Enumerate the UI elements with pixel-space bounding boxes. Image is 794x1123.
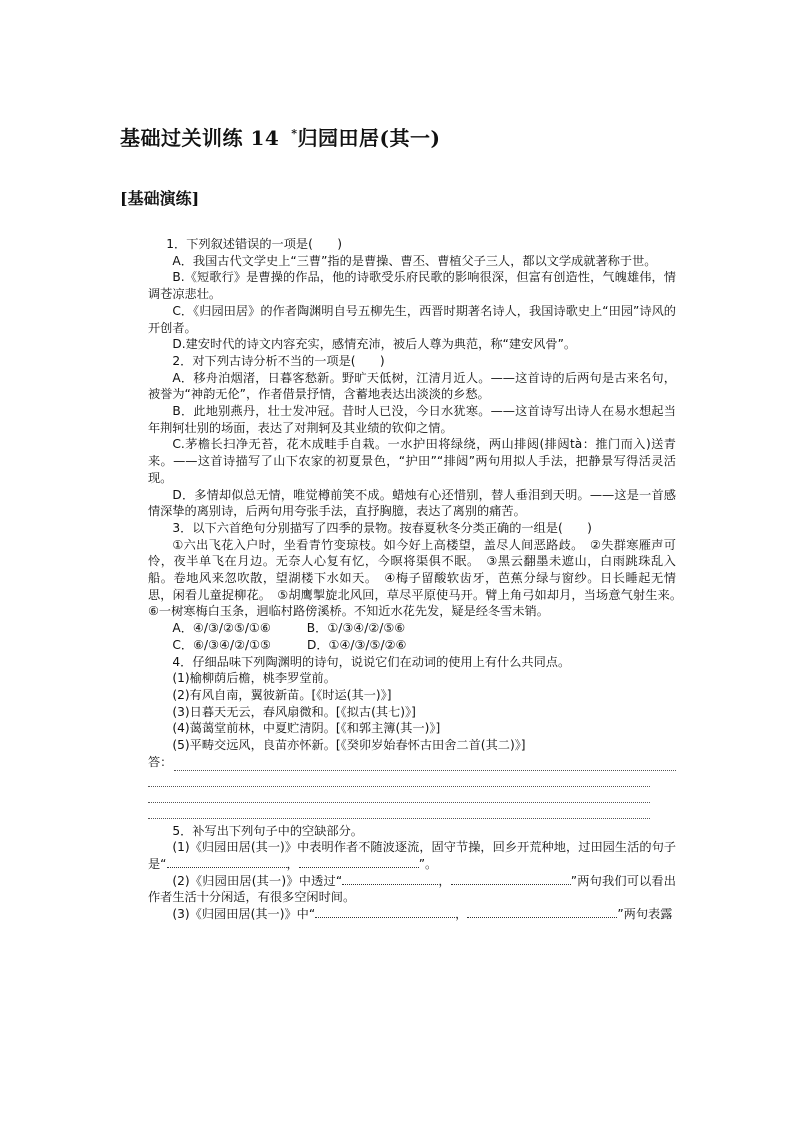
question-3-option-a: A．④/③/②⑤/①⑥: [172, 621, 271, 636]
question-4-line-4: (4)蔼蔼堂前林，中夏贮清阴。[《和郭主簿(其一)》]: [172, 721, 441, 736]
title-text: 基础过关训练 14: [120, 126, 280, 150]
sentence-2-end: ”两句我们可以看出作者生活十分闲适，有很多空闲时间。: [148, 873, 676, 905]
answer-line[interactable]: [148, 771, 650, 787]
sentence-3-end: ”两句表露: [617, 907, 673, 922]
blank-1b[interactable]: [299, 856, 419, 868]
question-1-option-c: C．《归园田居》的作者陶渊明自号五柳先生，西晋时期著名诗人，我国诗歌史上“田园”诗风的开创者。: [148, 303, 676, 335]
question-1-option-d: D.建安时代的诗文内容充实，感情充沛，被后人尊为典范，称“建安风骨”。: [172, 337, 577, 352]
question-2-option-a: A．移舟泊烟渚，日暮客愁新。野旷天低树，江清月近人。——这首诗的后两句是古来名句，被誉为“神韵无伦”，作者借景抒情，含蓄地表达出淡淡的乡愁。: [148, 370, 676, 402]
blank-2b[interactable]: [451, 873, 571, 885]
question-3-options-row-2: [148, 637, 676, 654]
question-1-stem: 1．下列叙述错误的一项是( ): [166, 237, 342, 251]
question-5-sentence-2: [148, 873, 676, 906]
page-title: [120, 122, 441, 151]
question-4-line-2: (2)有风自南，翼彼新苗。[《时运(其一)》]: [172, 687, 392, 702]
question-4-stem: 4．仔细品味下列陶渊明的诗句，说说它们在动词的使用上有什么共同点。: [172, 654, 571, 669]
question-2-stem: 2．对下列古诗分析不当的一项是( ): [172, 353, 385, 368]
answer-line[interactable]: [148, 787, 650, 803]
question-3-option-d: D．①④/③/⑤/②⑥: [306, 637, 407, 652]
blank-3b[interactable]: [467, 906, 617, 918]
sentence-1-end: ”。: [418, 856, 438, 871]
question-4-line-1: (1)榆柳荫后檐，桃李罗堂前。: [172, 671, 336, 686]
question-3-poems: ①六出飞花入户时，坐看青竹变琼枝。如今好上高楼望，盖尽人间恶路歧。 ②失群寒雁声可怜，夜半单飞在月边。无奈人心复有忆，今暝将渠俱不眠。 ③黑云翻墨未遮山，白雨跳珠乱入船。卷地风来忽吹散，望湖楼下水如天。 ④梅子留酸软齿牙，芭蕉分绿与窗纱。日长睡起无情思，闲看儿童捉柳花。 ⑤胡鹰掣旋北风回，草尽平原使马开。臂上角弓如却月，当场意气射生来。 ⑥一树寒梅白玉条，迥临村路傍溪桥。不知近水花先发，疑是经冬雪未销。: [148, 537, 689, 619]
title-mark: *: [291, 127, 298, 141]
section-heading: [基础演练]: [120, 189, 200, 208]
blank-3a[interactable]: [315, 906, 455, 918]
question-1-option-a: A．我国古代文学史上“三曹”指的是曹操、曹丕、曹植父子三人，都以文学成就著称于世。: [172, 253, 657, 268]
question-4-answer-area[interactable]: [148, 754, 676, 819]
question-2-option-d: D．多情却似总无情，唯觉樽前笑不成。蜡烛有心还惜别，替人垂泪到天明。——这是一首感情深挚的离别诗，后两句用夸张手法，直抒胸臆，表达了离别的痛苦。: [148, 487, 676, 519]
question-2-option-c: C.茅檐长扫净无苔，花木成畦手自栽。一水护田将绿绕，两山排闼(排闼tà：推门而入)送青来。——这首诗描写了山下农家的初夏景色，“护田”“排闼”两句用拟人手法，把静景写得活灵活现。: [148, 437, 676, 485]
question-2-option-b: B．此地别燕丹，壮士发冲冠。昔时人已没，今日水犹寒。——这首诗写出诗人在易水想起当年荆轲壮别的场面，表达了对荆轲及其业绩的钦仰之情。: [148, 404, 676, 435]
question-3-option-b: B．①/③④/②/⑤⑥: [306, 621, 406, 636]
answer-line[interactable]: [174, 755, 676, 771]
question-4-line-3: (3)日暮天无云，春风扇微和。[《拟古(其七)》]: [172, 704, 416, 719]
comma: ，: [286, 856, 299, 871]
answer-line[interactable]: [148, 803, 650, 819]
comma: ，: [455, 907, 468, 922]
question-1-option-b: B.《短歌行》是曹操的作品，他的诗歌受乐府民歌的影响很深，但富有创造性，气魄雄伟，情调苍凉悲壮。: [148, 270, 676, 302]
comma: ，: [438, 873, 451, 888]
exercise-body: [148, 236, 689, 923]
blank-2a[interactable]: [342, 873, 438, 885]
question-5-sentence-1: [148, 839, 676, 872]
question-3-options-row-1: [148, 620, 676, 637]
sentence-2-text: (2)《归园田居(其一)》中透过“: [172, 873, 343, 888]
question-5-stem: 5．补写出下列句子中的空缺部分。: [172, 823, 363, 838]
question-5-sentence-3: [148, 906, 676, 923]
title-poem: 归园田居(其一): [297, 126, 441, 150]
question-4-line-5: (5)平畴交远风，良苗亦怀新。[《癸卯岁始春怀古田舍二首(其二)》]: [172, 738, 526, 753]
sentence-1-text: (1)《归园田居(其一)》中表明作者不随波逐流，固守节操，回乡开荒种地，过田园生活的句子是“: [148, 840, 676, 871]
question-3-stem: 3．以下六首绝句分别描写了四季的景物。按春夏秋冬分类正确的一组是( ): [172, 520, 592, 535]
answer-label: 答：: [148, 754, 173, 769]
question-3-option-c: C．⑥/③④/②/①⑤: [172, 637, 271, 652]
blank-1a[interactable]: [167, 856, 287, 868]
sentence-3-text: (3)《归园田居(其一)》中“: [172, 907, 316, 922]
